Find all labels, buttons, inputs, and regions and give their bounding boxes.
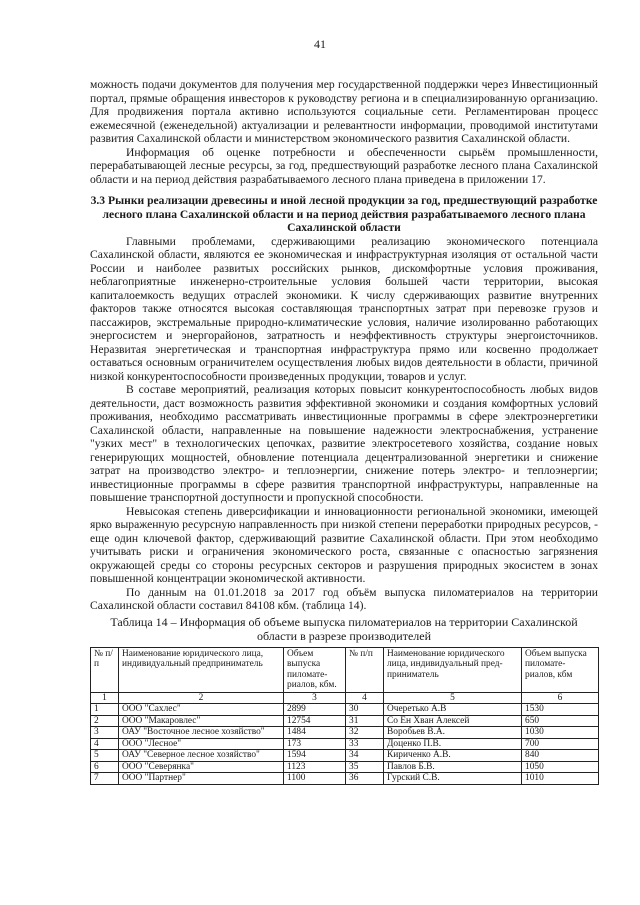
cell: 33 [346, 738, 384, 750]
cell: 3 [91, 727, 119, 739]
column-number: 2 [119, 692, 284, 704]
cell: 1100 [284, 773, 346, 785]
cell: Со Ен Хван Алексей [384, 715, 522, 727]
header-cell: Наименование юридического лица, индивидуальный предприниматель [119, 647, 284, 692]
header-cell: № п/п [346, 647, 384, 692]
cell: 2899 [284, 704, 346, 716]
cell: 1010 [522, 773, 599, 785]
cell: Кириченко А.В. [384, 750, 522, 762]
lumber-output-table [90, 647, 599, 785]
paragraph-diversification: Невысокая степень диверсификации и инновационности региональной экономики, имеющей ярко выраженную ресурсную направленность при низкой степени переработки природных ресурсов, - еще один ключевой фактор, сдерживающий развитие Сахалинской области. При этом необходимо учитывать риски и ограничения экономического роста, связанные с опасностью загрязнения окружающей среды со стороны ресурсных секторов и разрушения природных экосистем в зонах повышенной концентрации экономической активности. [90, 504, 598, 585]
cell: 173 [284, 738, 346, 750]
cell: 1030 [522, 727, 599, 739]
cell: ООО "Партнер" [119, 773, 284, 785]
cell: 5 [91, 750, 119, 762]
table-row [91, 738, 599, 750]
table-row [91, 704, 599, 716]
cell: 12754 [284, 715, 346, 727]
table-row [91, 715, 599, 727]
cell: 32 [346, 727, 384, 739]
paragraph-measures: В составе мероприятий, реализация которых повысит конкурентоспособность любых видов деятельности, даст возможность развития эффективной экономики и создания комфортных условий проживания, необходимо рассматривать инвестиционные программы в сфере электроэнергетики Сахалинской области, направленные на повышение надежности электроснабжения, устранение "узких мест" в технологических цепочках, развитие электросетевого хозяйства, создание новых генерирующих мощностей, обновление потенциала децентрализованной энергетики и снижение затрат на производство электро- и теплоэнергии, снижение потерь электро- и теплоэнергии; инвестиционные программы в сфере развития транспортной инфраструктуры, направленные на повышение транспортной доступности и пропускной способности. [90, 383, 598, 504]
column-number-row [91, 692, 599, 704]
cell: ООО "Лесное" [119, 738, 284, 750]
section-heading: 3.3 Рынки реализации древесины и иной лесной продукции за год, предшествующий разработке лесного плана Сахалинской области и на период действия разрабатываемого лесного плана Сахалинской области [90, 194, 598, 234]
table-row [91, 761, 599, 773]
table-caption: Таблица 14 – Информация об объеме выпуска пиломатериалов на территории Сахалинской области в разрезе производителей [110, 614, 578, 643]
cell: Очеретько А.В [384, 704, 522, 716]
cell: 2 [91, 715, 119, 727]
cell: 1530 [522, 704, 599, 716]
cell: Гурский С.В. [384, 773, 522, 785]
paragraph-raw-materials: Информация об оценке потребности и обеспеченности сырьём промышленности, перерабатывающей лесные ресурсы, за год, предшествующий разработке лесного плана Сахалинской области и на период действия разрабатываемого лесного плана приведена в приложении 17. [90, 145, 598, 186]
column-number: 4 [346, 692, 384, 704]
cell: 1 [91, 704, 119, 716]
header-cell: Объем выпуска пиломате-риалов, кбм. [284, 647, 346, 692]
cell: ОАУ "Восточное лесное хозяйство" [119, 727, 284, 739]
cell: Павлов Б.В. [384, 761, 522, 773]
cell: 1050 [522, 761, 599, 773]
column-number: 1 [91, 692, 119, 704]
cell: 1484 [284, 727, 346, 739]
cell: 6 [91, 761, 119, 773]
table-header-row [91, 647, 599, 692]
column-number: 5 [384, 692, 522, 704]
cell: ООО "Сахлес" [119, 704, 284, 716]
header-cell: Наименование юридического лица, индивидуальный пред-приниматель [384, 647, 522, 692]
cell: Воробьев В.А. [384, 727, 522, 739]
cell: 36 [346, 773, 384, 785]
cell: 30 [346, 704, 384, 716]
table-row [91, 750, 599, 762]
cell: ООО "Северянка" [119, 761, 284, 773]
cell: ОАУ "Северное лесное хозяйство" [119, 750, 284, 762]
cell: 34 [346, 750, 384, 762]
column-number: 3 [284, 692, 346, 704]
header-cell: № п/п [91, 647, 119, 692]
page-content [90, 78, 598, 785]
cell: 700 [522, 738, 599, 750]
table-row [91, 773, 599, 785]
table-row [91, 727, 599, 739]
cell: 35 [346, 761, 384, 773]
cell: 1594 [284, 750, 346, 762]
cell: 4 [91, 738, 119, 750]
paragraph-main-problems: Главными проблемами, сдерживающими реализацию экономического потенциала Сахалинской области, являются ее экономическая и инфраструктурная изоляция от остальной части России и наиболее развитых российских рынков, дискомфортные условия проживания, неблагоприятные инженерно-строительные условия большей части территории, высокая капиталоемкость ведущих отраслей экономики. К числу сдерживающих развитие внутренних факторов также относятся высокая составляющая транспортных затрат при перевозке грузов и пассажиров, экстремальные природно-климатические условия, наличие изолированно работающих энергосистем и энергорайонов, затратность и неэффективность структуры энергоисточников. Неразвитая энергетическая и транспортная инфраструктура прямо или косвенно продолжает оставаться основным ограничителем осуществления любых видов деятельности в области, причиной низкой конкурентоспособности произведенных продукции, товаров и услуг. [90, 234, 598, 383]
cell: 7 [91, 773, 119, 785]
cell: 31 [346, 715, 384, 727]
paragraph-continuation: можность подачи документов для получения мер государственной поддержки через Инвестиционный портал, прямые обращения инвесторов к руководству региона и в специализированную организацию. Для продвижения портала активно используются социальные сети. Регламентирован процесс ежемесячной (еженедельной) актуализации и релевантности информации, проводимой институтами развития Сахалинской области и министерством экономического развития Сахалинской области. [90, 78, 598, 145]
paragraph-lumber-output: По данным на 01.01.2018 за 2017 год объём выпуска пиломатериалов на территории Сахалинской области составил 84108 кбм. (таблица 14). [90, 585, 598, 612]
page-number: 41 [314, 37, 326, 51]
cell: 1123 [284, 761, 346, 773]
cell: Доценко П.В. [384, 738, 522, 750]
column-number: 6 [522, 692, 599, 704]
cell: 840 [522, 750, 599, 762]
cell: 650 [522, 715, 599, 727]
header-cell: Объем выпуска пиломате-риалов, кбм [522, 647, 599, 692]
cell: ООО "Макаровлес" [119, 715, 284, 727]
